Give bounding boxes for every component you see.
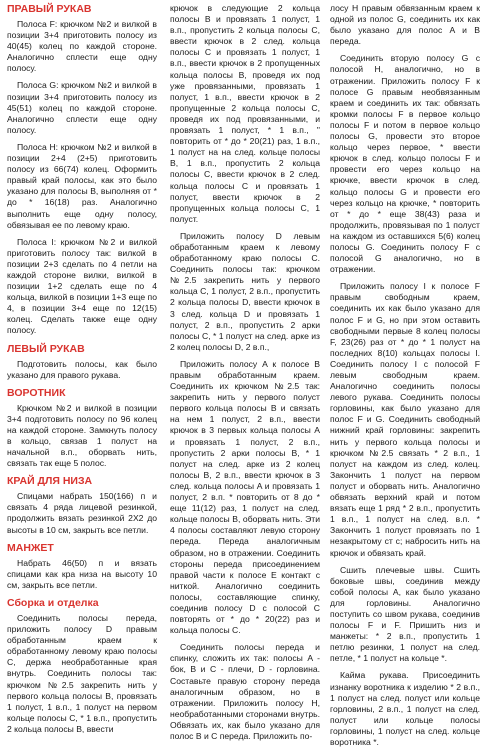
paragraph: Приложить полосу I к полосе F правым свободным краем, соединить их как было указано для полос F и G, но при этом оставить свободными первые 8 колец полосы F, 23(26) раз от * до * 1 полуст на последних 8(10) кольцах полосы I. Соединить полосу I с полосой F левым свободным краем. Аналогично соединить полосы левого рукава. Соединить полосы горловины, как было указано для полос F и G. Соединить свободный нижний край горловины: закрепить нить у первого кольца полосы и крючком №2.5 связать * 2 в.п., 1 полуст на каждом из след. колец. Закончить 1 полуст на первом полуст и оборвать нить. Аналогично обвязать верхний край и потом вязать еще 1 ряд * 2 в.п., пропустить 1 в.п., 1 полуст на след. в.п. * Закончить 1 полуст провязать по 1 незакрытому ст с; набросить нить на крючок и обвязать край. <box>330 281 480 558</box>
paragraph: Соединить полосы переда, приложить полосу D правым обработанным краем к обработанному левому краю полосы C, держа необработанные края внутрь. Соединить полосы так: крючком №2.5 закрепить нить у первого кольца полосы B, провязать 1 полуст, 1 в.п., 1 полуст на первом кольце полосы C, * 1 в.п., пропустить 2 кольца полосы B, ввести <box>7 612 157 734</box>
heading-assembly: Сборка и отделка <box>7 596 99 609</box>
paragraph: Подготовить полосы, как было указано для правого рукава. <box>7 358 157 380</box>
paragraph: Приложить полосу A к полосе B правым обработанным краем. Соединить их крючком №2.5 так: закрепить нить у первого полуст первого кольца полосы B и связать на нем 1 полуст, 2 в.п., ввести крючок в 3 первых кольца полосы A и провязать 1 полуст, 2 в.п., пропустить 2 арки полосы B, * 1 полуст на след. арке из 2 колец полосы B, 2 в.п., ввести крючок в 3 след. кольца полосы A и провязать 1 полуст, 2 в.п. * повторить от 8 до * еще 11(12) раз, 1 полуст на след. кольце полосы B, оборвать нить. Эти 4 полосы составляют левую сторону переда. Переда аналогичным образом, но в отражении. Соединить стороны переда присоединением правой части к полосе E контакт с ниткой. Аналогично соединить полосы, составляющие спинку, соединив полосу D с полосой C повторять от * до * 20(22) раз и кольца полосы С. <box>170 358 320 636</box>
paragraph: Крючком №2 и вилкой в позиции 3+4 подготовить полосу по 96 колец на каждой стороне. Замкнуть полосу в кольцо, связав 1 полуст на начальной в.п., оборвать нить, связать так еще 5 полос. <box>7 402 157 469</box>
paragraph: Сшить плечевые швы. Сшить боковые швы, соединив между собой полосы A, как было указано для горловины. Аналогично поступить со швом рукава, соединив полосы F и F. Пришить низ и манжеты: * 2 в.п., пропустить 1 петлю резинки, 1 полуст на след. петле, * 1 полуст на кольце *. <box>330 564 480 664</box>
paragraph: Кайма рукава. Присоединить изнанку воротника к изделию * 2 в.п., 1 полуст на след. полуст или кольце горловины, 2 в.п., 1 полуст на след. полуст или кольце полосы горловины, 1 полуст на след. кольце воротника *. <box>330 670 480 747</box>
text-column-2 <box>170 3 320 742</box>
heading-left-sleeve: ЛЕВЫЙ РУКАВ <box>7 342 85 355</box>
paragraph: Полоса I: крючком №2 и вилкой приготовить полосу так: вилкой в позиции 2+3 сделать по 4 петли на каждой стороне вилки, вилкой в позиции 1+2 сделать еще по 4 кольца, вилкой в позиции 1+3 еще по 4, в позиции 3+4 еще по 12(15) колец. Сделать также еще одну полосу. <box>7 236 157 336</box>
paragraph: крючок в следующие 2 кольца полосы B и провязать 1 полуст, 1 в.п., пропустить 2 кольца полосы C, ввести крючок в 2 след. кольца полосы C и провязать 1 полуст, 1 в.п., ввести крючок в 2 пропущенных кольца полосы B, проведя их под уже провязанными, провязать 1 полуст, 1 в.п., ввести крючок в 2 пропущенные 2 кольца полосы C, проведя их под провязанными, и провязать 1 полуст, * 1 в.п., " повторить от * до * 20(21) раз, 1 в.п., 1 полуст на на след. кольце полосы B, 1 в.п., пропустить 2 кольца полосы C, ввести крючок в 2 след. кольца полосы C и провязать 1 полуст, ввести крючок в 2 пропущенных кольца полосы C, 1 полуст. <box>170 3 320 224</box>
paragraph: Полоса H: крючком №2 и вилкой в позиции 2+4 (2+5) приготовить полосу из 66(74) колец. Оформить правый край полосы, как это было указано для полосы B, выполняя от * до * 16(18) раз. Аналогично выполнить еще одну полосу, обвязывая ее по левому краю. <box>7 141 157 230</box>
heading-collar: ВОРОТНИК <box>7 386 66 399</box>
paragraph: Набрать 46(50) п и вязать спицами как кра низа на высоту 10 см, закрыть все петли. <box>7 557 157 590</box>
text-column-1 <box>7 3 157 735</box>
paragraph: Спицами набрать 150(166) п и связать 4 ряда лицевой резинкой, продолжить вязать резинкой 2Х2 до высоты в 10 см, закрыть все петли. <box>7 491 157 535</box>
text-column-3 <box>330 3 480 748</box>
paragraph: Полоса F: крючком №2 и вилкой в позиции 3+4 приготовить полосу из 40(45) колец по каждой стороне. Аналогично сплести еще одну полосу. <box>7 19 157 74</box>
paragraph: Приложить полосу D левым обработанным краем к левому обработанному краю полосы C. Соединить полосы так: крючком №2.5 закрепить нить у первого кольца C, 1 полуст, 2 в.п., пропустить 2 кольца полосы D, ввести крючок в 3 след. кольца D и провязать 1 полуст, 2 в.п., пропустить 2 арки полосы C, * 1 полуст на след. арке из 2 колец полосы D, 2 в.п., <box>170 230 320 352</box>
heading-right-sleeve: ПРАВЫЙ РУКАВ <box>7 3 92 15</box>
heading-cuff: МАНЖЕТ <box>7 541 54 554</box>
heading-bottom-edge: КРАЙ ДЛЯ НИЗА <box>7 475 93 488</box>
paragraph: Соединить полосы переда и спинку, сложить их так: полосы A - бок, B и C - плечи, D - горловина. Составьте правую сторону переда аналогичным образом, но в отражении. Приложить полосу H, необработанными сторонами внутрь. Обвязать их, как было указано для полос B и C переда. Приложить по- <box>170 642 320 741</box>
paragraph: Полоса G: крючком №2 и вилкой в позиции 3+4 приготовить полосу из 45(51) колец по каждой стороне. Аналогично сплести еще одну полосу. <box>7 80 157 135</box>
paragraph: Соединить вторую полосу G с полосой H, аналогично, но в отражении. Приложить полосу F к полосе G правым необвязанным краем и соединить их так: обвязать кромки полосы F в первое кольцо полосы F и потом в первое кольцо полосы G, провести это второе кольцо через первое, * ввести крючок в след. кольцо полосы F и провести его через кольцо на крючке, ввести крючок в след. кольцо полосы G и провести его через кольцо на крючке, * повторить от * до * еще 38(43) раза и продолжить, провязывая по 1 полуст на каждом из оставшихся 5(6) колец полосы G. Соединить полосу F с полосой G аналогично, но в отражении. <box>330 53 480 275</box>
paragraph: лосу H правым обвязанным краем к одной из полос G, соединить их как было указано для полос A и B переда. <box>330 3 480 47</box>
